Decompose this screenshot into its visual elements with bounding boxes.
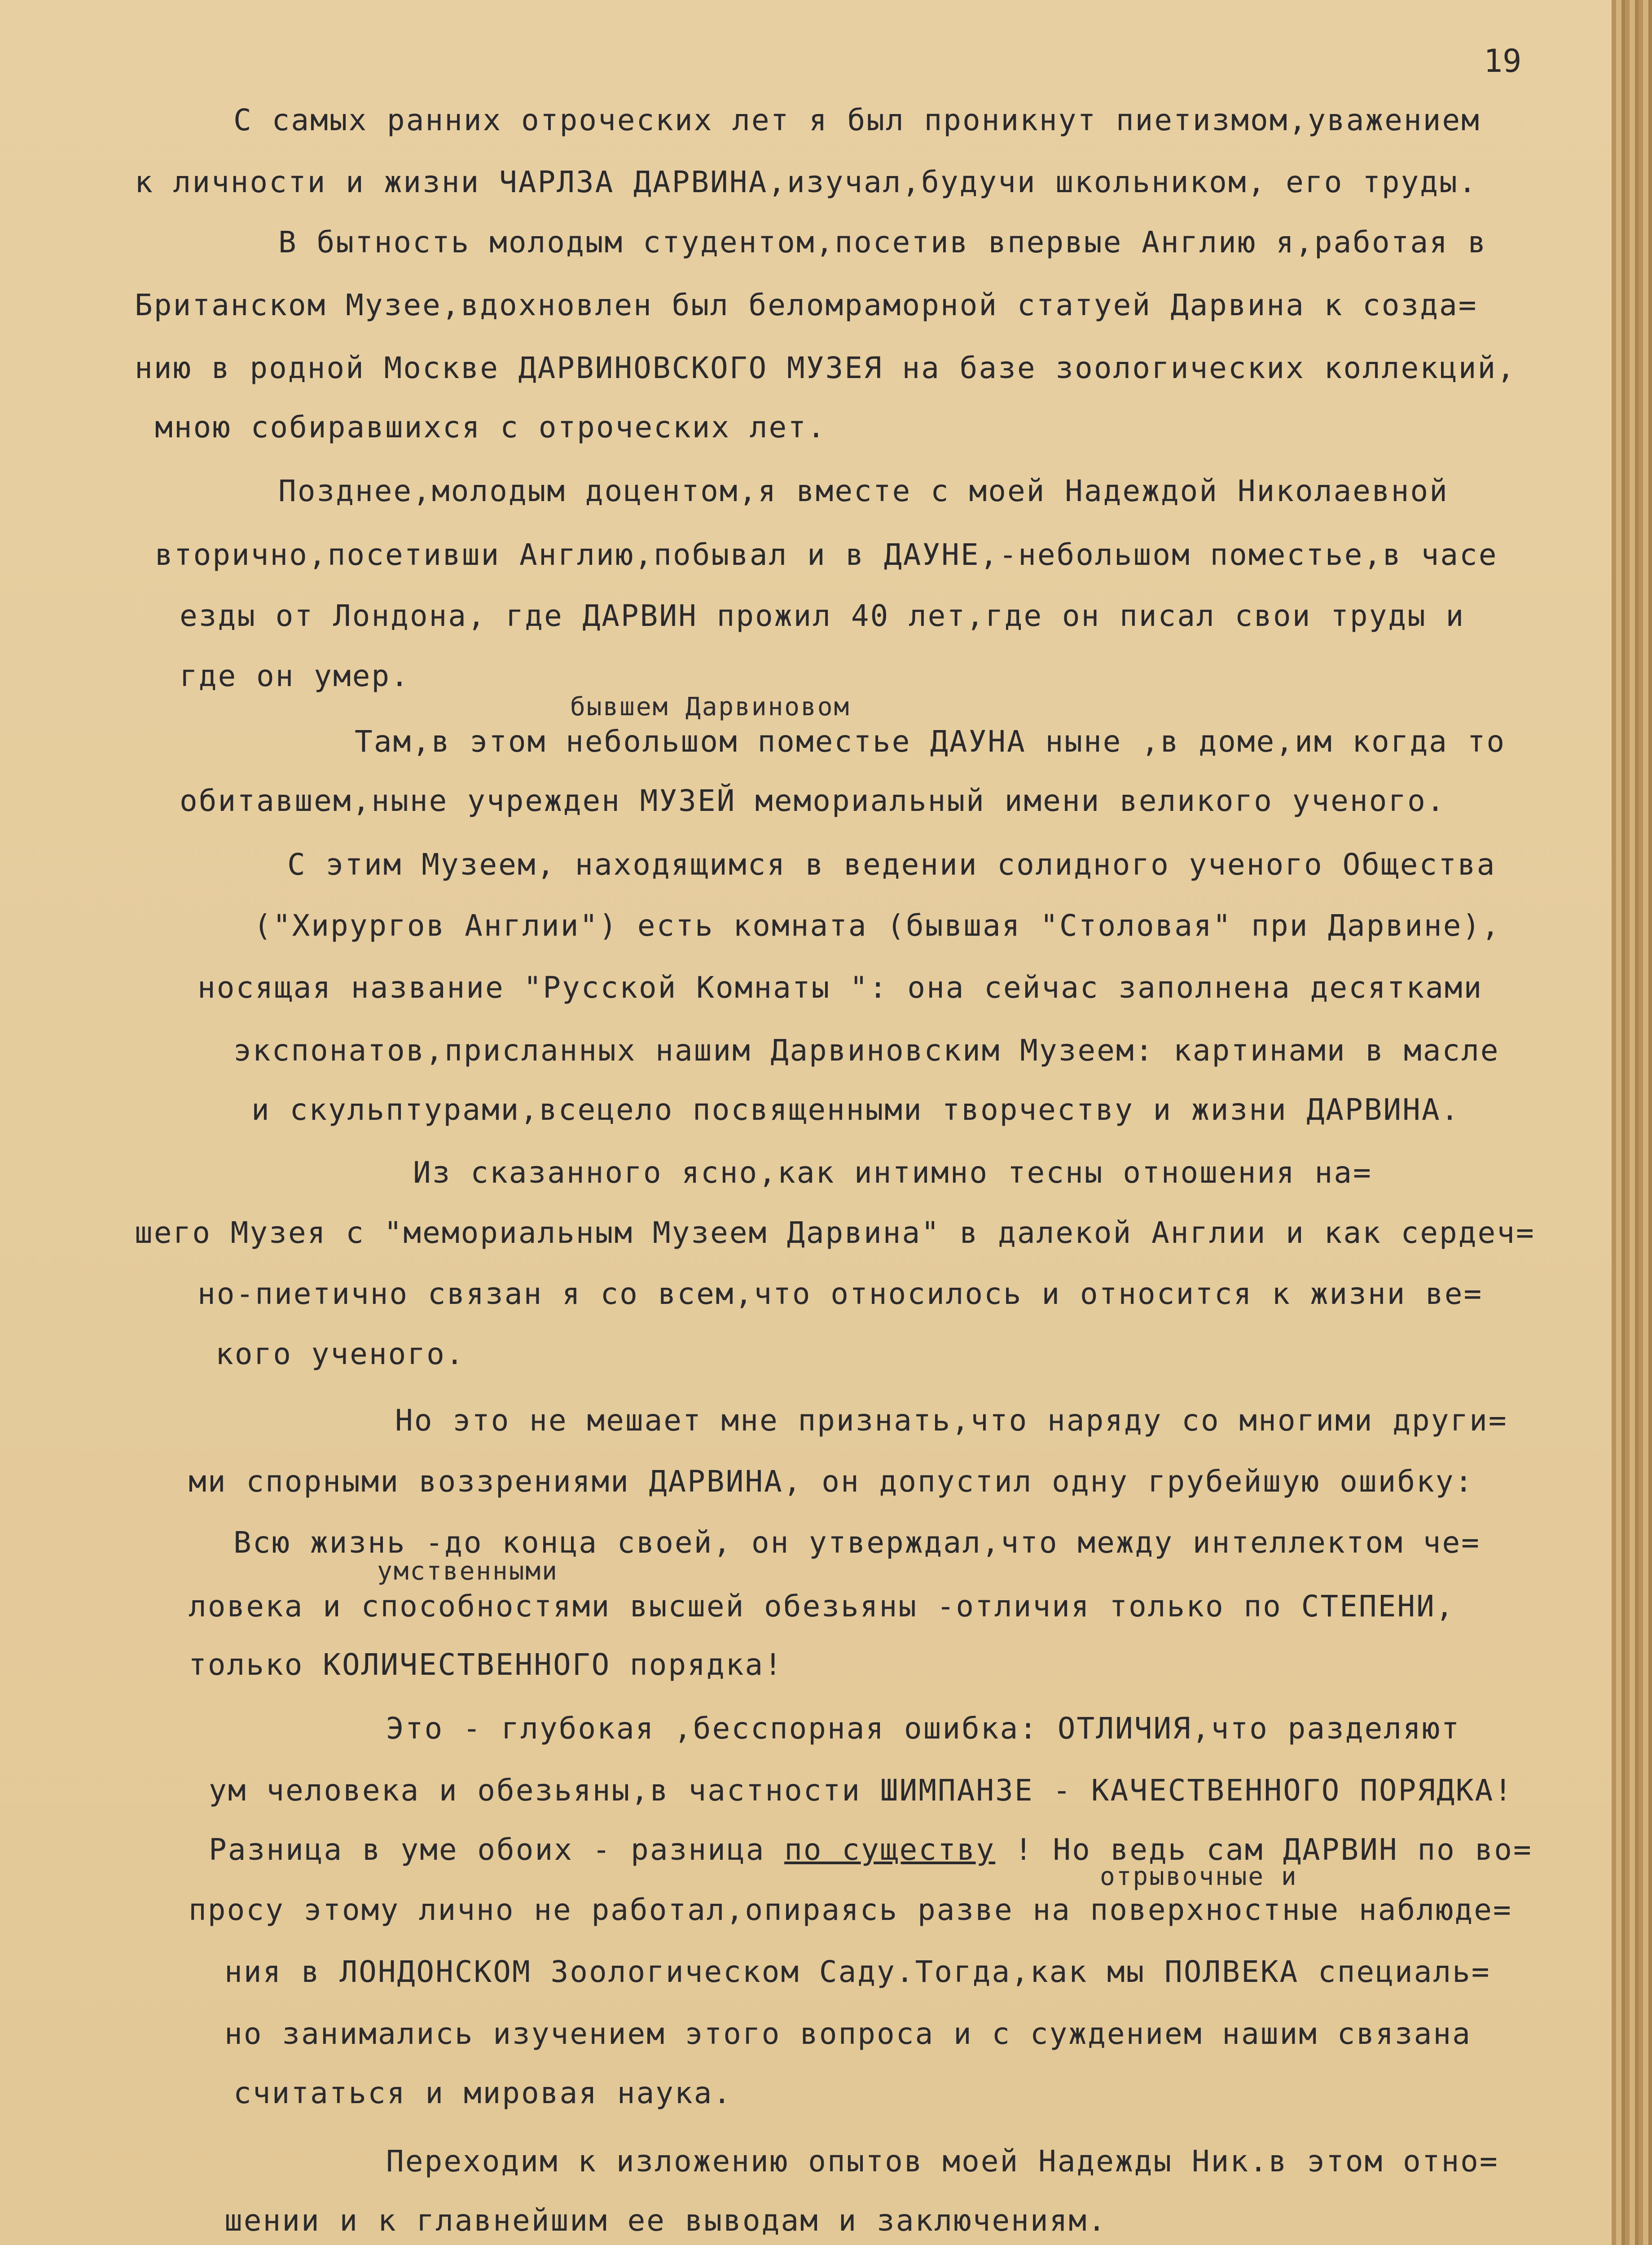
text-line: Из сказанного ясно,как интимно тесны отношения на= (413, 1155, 1372, 1190)
text-line: ния в ЛОНДОНСКОМ Зоологическом Саду.Тогда,как мы ПОЛВЕКА специаль= (224, 1954, 1491, 1989)
text-line: Это - глубокая ,бесспорная ошибка: ОТЛИЧИЯ,что разделяют (386, 1711, 1461, 1746)
text-line: С этим Музеем, находящимся в ведении солидного ученого Общества (287, 847, 1496, 882)
text-line: но занимались изучением этого вопроса и с суждением нашим связана (224, 2016, 1472, 2051)
text-line (209, 1832, 1533, 1868)
text-line: к личности и жизни ЧАРЛЗА ДАРВИНА,изучал,будучи школьником, его труды. (135, 165, 1478, 199)
text-line: обитавшем,ныне учрежден МУЗЕЙ мемориальный имени великого ученого. (180, 784, 1446, 818)
text-line-part: Разница в уме обоих - разница (209, 1832, 785, 1867)
text-line: носящая название "Русской Комнаты ": она сейчас заполнена десятками (198, 970, 1483, 1005)
text-line: С самых ранних отроческих лет я был проникнут пиетизмом,уважением (233, 103, 1481, 137)
text-line: нию в родной Москве ДАРВИНОВСКОГО МУЗЕЯ на базе зоологических коллекций, (135, 351, 1516, 385)
text-line: кого ученого. (215, 1337, 465, 1371)
text-line: где он умер. (180, 659, 410, 693)
text-line: но-пиетично связан я со всем,что относилось и относится к жизни ве= (198, 1277, 1483, 1311)
text-line: ми спорными воззрениями ДАРВИНА, он допустил одну грубейшую ошибку: (189, 1464, 1474, 1499)
text-line: Переходим к изложению опытов моей Надежды Ник.в этом отно= (386, 2144, 1499, 2179)
text-line: Там,в этом небольшом поместье ДАУНА ныне ,в доме,им когда то (355, 724, 1506, 759)
handwritten-style-insert: отрывочные и (1100, 1862, 1298, 1891)
text-line: ловека и способностями высшей обезьяны -отличия только по СТЕПЕНИ, (189, 1589, 1455, 1624)
text-line: мною собиравшихся с отроческих лет. (155, 410, 826, 445)
handwritten-style-insert: умственными (377, 1557, 558, 1586)
text-line: Позднее,молодым доцентом,я вместе с моей Надеждой Николаевной (278, 474, 1449, 508)
text-line: экспонатов,присланных нашим Дарвиновским Музеем: картинами в масле (233, 1033, 1500, 1068)
handwritten-style-insert: бывшем Дарвиновом (570, 692, 851, 722)
text-line: шего Музея с "мемориальным Музеем Дарвина" в далекой Англии и как сердеч= (135, 1215, 1535, 1250)
text-line: шении и к главнейшим ее выводам и заключениям. (224, 2203, 1107, 2238)
text-line: просу этому лично не работал,опираясь разве на поверхностные наблюде= (189, 1893, 1512, 1927)
text-line: Но это не мешает мне признать,что наряду со многими други= (395, 1403, 1508, 1438)
text-line: ум человека и обезьяны,в частности ШИМПАНЗЕ - КАЧЕСТВЕННОГО ПОРЯДКА! (209, 1773, 1514, 1808)
text-line: В бытность молодым студентом,посетив впервые Англию я,работая в (278, 225, 1487, 260)
page-stack-edge (1612, 0, 1652, 2245)
text-line: езды от Лондона, где ДАРВИН прожил 40 лет,где он писал свои труды и (180, 599, 1465, 633)
text-line: ("Хирургов Англии") есть комната (бывшая "Столовая" при Дарвине), (254, 908, 1501, 943)
text-line: только КОЛИЧЕСТВЕННОГО порядка! (189, 1647, 783, 1682)
text-line: вторично,посетивши Англию,побывал и в ДАУНЕ,-небольшом поместье,в часе (155, 537, 1498, 572)
underlined-phrase: по существу (784, 1832, 996, 1867)
page-number: 19 (1484, 43, 1522, 79)
text-line: считаться и мировая наука. (233, 2076, 733, 2110)
text-line-part: ! Но ведь сам ДАРВИН по во= (995, 1832, 1533, 1867)
text-line: и скульптурами,всецело посвященными творчеству и жизни ДАРВИНА. (251, 1092, 1460, 1127)
text-line: Всю жизнь -до конца своей, он утверждал,что между интеллектом че= (233, 1525, 1481, 1560)
text-line: Британском Музее,вдохновлен был беломраморной статуей Дарвина к созда= (135, 288, 1478, 322)
